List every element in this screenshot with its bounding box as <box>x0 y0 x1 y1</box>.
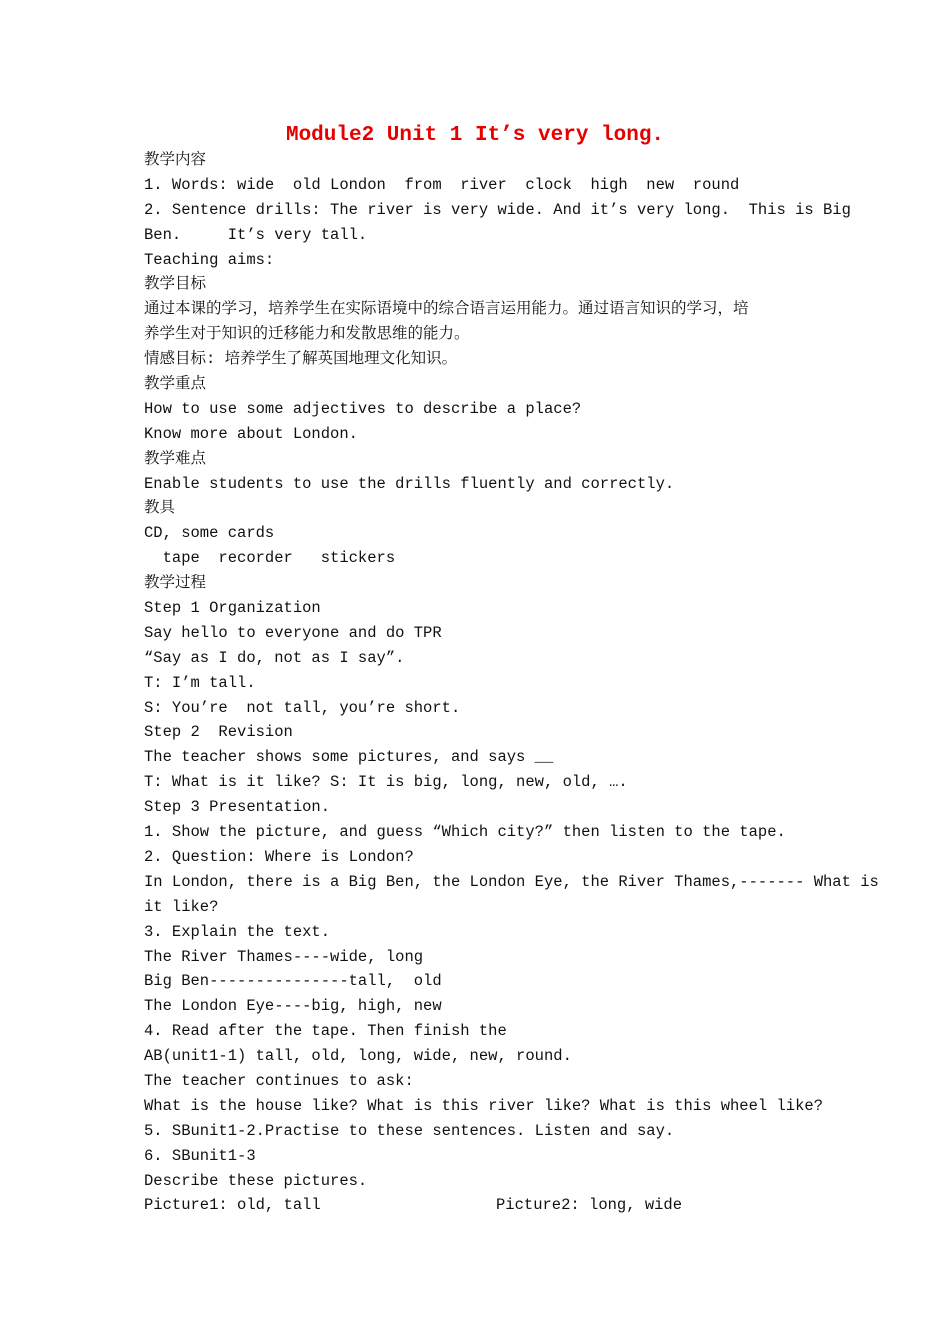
sentence-drills-line-1: 2. Sentence drills: The river is very wide. And it’s very long. This is Big <box>144 200 851 219</box>
step-3-line-8: 4. Read after the tape. Then finish the <box>144 1022 507 1041</box>
heading-teaching-content: 教学内容 <box>144 151 207 169</box>
difficult-point-1: Enable students to use the drills fluently and correctly. <box>144 474 675 493</box>
step-1-line-c: T: I’m tall. <box>144 673 256 692</box>
key-point-1: How to use some adjectives to describe a place? <box>144 399 582 418</box>
step-3-line-3a: In London, there is a Big Ben, the London Eye, the River Thames,------- What is <box>144 872 879 891</box>
heading-key-points: 教学重点 <box>144 375 207 394</box>
picture-1-label: Picture1: old, tall <box>144 1196 321 1215</box>
step-2-line-a: The teacher shows some pictures, and says __ <box>144 748 554 767</box>
step-3-line-4: 3. Explain the text. <box>144 922 331 941</box>
step-3-line-10: The teacher continues to ask: <box>144 1071 414 1090</box>
words-line: 1. Words: wide old London from river clock high new round <box>144 175 740 194</box>
step-3-line-5: The River Thames----wide, long <box>144 947 424 966</box>
sentence-drills-line-2: Ben. It’s very tall. <box>144 225 368 244</box>
step-1-line-b: “Say as I do, not as I say”. <box>144 648 405 667</box>
teaching-aims-label: Teaching aims: <box>144 250 275 269</box>
heading-teaching-process: 教学过程 <box>144 574 207 593</box>
step-1-heading: Step 1 Organization <box>144 599 321 618</box>
goals-line-1: 通过本课的学习，培养学生在实际语境中的综合语言运用能力。通过语言知识的学习，培 <box>144 300 749 319</box>
step-3-line-11: What is the house like? What is this river like? What is this wheel like? <box>144 1096 824 1115</box>
goals-line-2: 养学生对于知识的迁移能力和发散思维的能力。 <box>144 325 470 344</box>
step-2-heading: Step 2 Revision <box>144 723 293 742</box>
aids-line-2: tape recorder stickers <box>144 549 396 568</box>
aids-line-1: CD, some cards <box>144 524 275 543</box>
step-3-line-3b: it like? <box>144 897 219 916</box>
step-3-line-2: 2. Question: Where is London? <box>144 847 414 866</box>
pictures-row <box>144 1193 808 1218</box>
step-3-line-9: AB(unit1-1) tall, old, long, wide, new, round. <box>144 1047 572 1066</box>
affective-goal-line: 情感目标: 培养学生了解英国地理文化知识。 <box>144 350 458 369</box>
picture-2-label: Picture2: long, wide <box>496 1196 683 1215</box>
step-3-line-7: The London Eye----big, high, new <box>144 997 442 1016</box>
step-3-line-13: 6. SBunit1-3 <box>144 1146 256 1165</box>
step-3-line-12: 5. SBunit1-2.Practise to these sentences. Listen and say. <box>144 1121 675 1140</box>
heading-teaching-goals: 教学目标 <box>144 275 207 294</box>
key-point-2: Know more about London. <box>144 424 358 443</box>
step-3-heading: Step 3 Presentation. <box>144 798 331 817</box>
step-2-line-b: T: What is it like? S: It is big, long, new, old, …. <box>144 773 628 792</box>
step-3-line-6: Big Ben---------------tall, old <box>144 972 442 991</box>
step-1-line-a: Say hello to everyone and do TPR <box>144 623 442 642</box>
lesson-plan-body <box>144 148 879 1218</box>
page-title: Module2 Unit 1 It’s very long. <box>285 124 665 147</box>
heading-difficult-points: 教学难点 <box>144 449 207 468</box>
heading-teaching-aids: 教具 <box>144 499 176 518</box>
step-3-line-14: Describe these pictures. <box>144 1171 368 1190</box>
step-3-line-1: 1. Show the picture, and guess “Which city?” then listen to the tape. <box>144 823 786 842</box>
step-1-line-d: S: You’re not tall, you’re short. <box>144 698 461 717</box>
